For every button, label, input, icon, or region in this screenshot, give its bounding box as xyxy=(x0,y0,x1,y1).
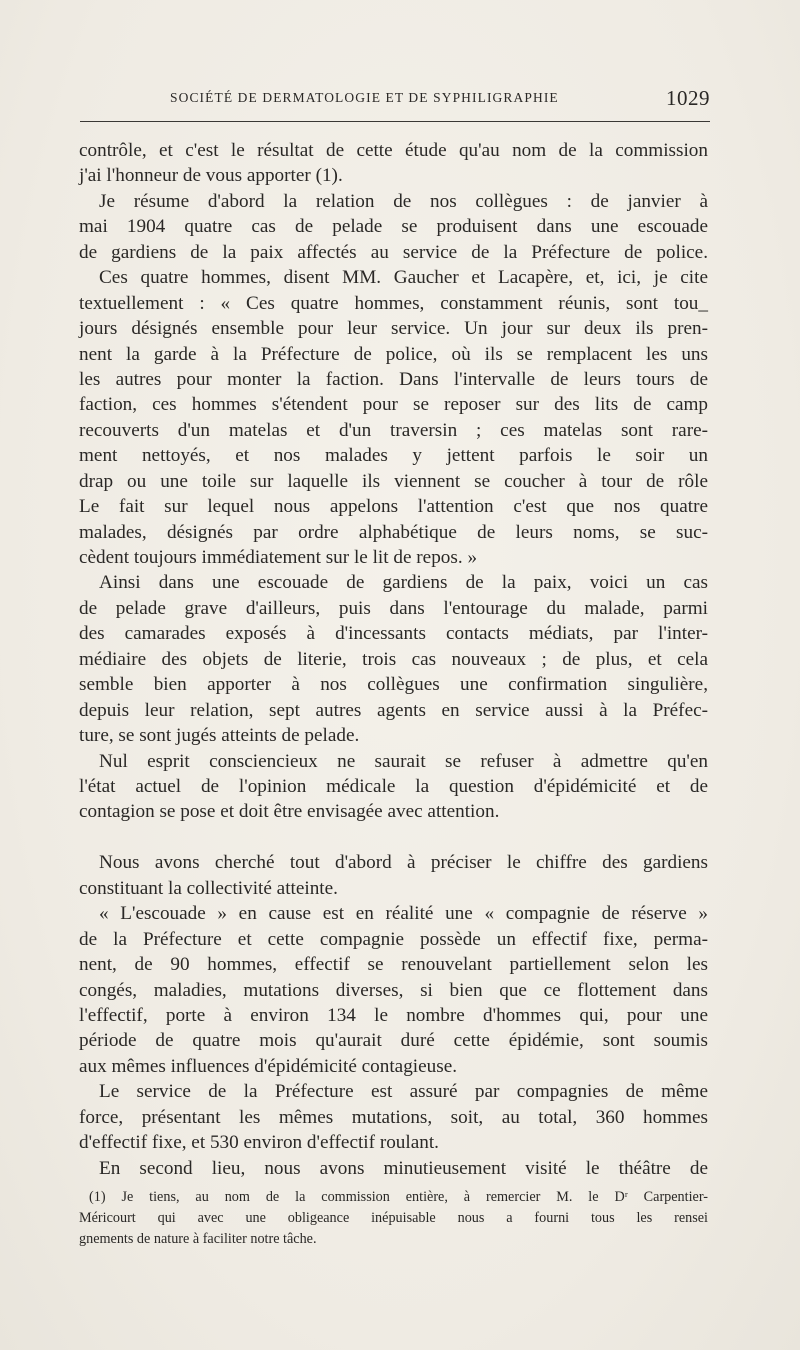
text-line: ture, se sont jugés atteints de pelade. xyxy=(79,725,360,747)
text-line: Ainsi dans une escouade de gardiens de la paix, voici un cas xyxy=(99,572,708,594)
text-line: d'effectif fixe, et 530 environ d'effectif roulant. xyxy=(79,1132,439,1154)
text-line: drap ou une toile sur laquelle ils viennent se coucher à tour de rôle xyxy=(79,470,708,492)
text-line: j'ai l'honneur de vous apporter (1). xyxy=(79,165,343,187)
text-line: de gardiens de la paix affectés au service de la Préfecture de police. xyxy=(79,241,708,263)
text-line: contagion se pose et doit être envisagée avec attention. xyxy=(79,801,500,823)
footnote-line: (1) Je tiens, au nom de la commission entière, à remercier M. le Dʳ Carpentier- xyxy=(89,1189,708,1205)
text-line: période de quatre mois qu'aurait duré cette épidémie, sont soumis xyxy=(79,1030,708,1052)
text-line: Nul esprit consciencieux ne saurait se refuser à admettre qu'en xyxy=(99,750,708,772)
text-line: nent la garde à la Préfecture de police, où ils se remplacent les uns xyxy=(79,343,708,365)
text-line: malades, désignés par ordre alphabétique de leurs noms, se suc- xyxy=(79,521,708,543)
footnote-line: gnements de nature à faciliter notre tâche. xyxy=(79,1231,317,1247)
text-line: cèdent toujours immédiatement sur le lit de repos. » xyxy=(79,547,478,568)
body-text xyxy=(79,138,708,1181)
text-line: médiaire des objets de literie, trois cas nouveaux ; de plus, et cela xyxy=(79,648,708,670)
text-line: semble bien apporter à nos collègues une confirmation singulière, xyxy=(79,674,708,696)
text-line: mai 1904 quatre cas de pelade se produisent dans une escouade xyxy=(79,216,708,238)
footnote-line: Méricourt qui avec une obligeance inépuisable nous a fourni tous les rensei xyxy=(79,1210,708,1226)
page-number: 1029 xyxy=(666,86,710,110)
text-line: Le fait sur lequel nous appelons l'attention c'est que nos quatre xyxy=(79,496,708,518)
text-line: En second lieu, nous avons minutieusement visité le théâtre de xyxy=(99,1157,708,1179)
text-line: Nous avons cherché tout d'abord à préciser le chiffre des gardiens xyxy=(99,852,708,874)
text-line: nent, de 90 hommes, effectif se renouvelant partiellement selon les xyxy=(79,954,708,976)
text-line: « L'escouade » en cause est en réalité une « compagnie de réserve » xyxy=(99,903,708,925)
text-line: jours désignés ensemble pour leur service. Un jour sur deux ils pren- xyxy=(79,318,708,340)
text-line: de la Préfecture et cette compagnie possède un effectif fixe, perma- xyxy=(79,928,708,950)
text-line: Ces quatre hommes, disent MM. Gaucher et Lacapère, et, ici, je cite xyxy=(99,267,708,289)
running-head: SOCIÉTÉ DE DERMATOLOGIE ET DE SYPHILIGRAPHIE xyxy=(170,90,559,105)
text-line: ment nettoyés, et nos malades y jettent parfois le soir un xyxy=(79,445,708,467)
text-line: force, présentant les mêmes mutations, soit, au total, 360 hommes xyxy=(79,1106,708,1128)
text-line: Le service de la Préfecture est assuré par compagnies de même xyxy=(99,1081,708,1103)
text-line: l'effectif, porte à environ 134 le nombre d'hommes qui, pour une xyxy=(79,1004,708,1026)
page-header xyxy=(170,86,710,110)
text-line: des camarades exposés à d'incessants contacts médiats, par l'inter- xyxy=(79,623,708,645)
text-line: Je résume d'abord la relation de nos collègues : de janvier à xyxy=(99,190,708,212)
footnote xyxy=(79,1187,708,1250)
text-line: de pelade grave d'ailleurs, puis dans l'entourage du malade, parmi xyxy=(79,597,708,619)
text-line: depuis leur relation, sept autres agents en service aussi à la Préfec- xyxy=(79,699,708,721)
text-line: constituant la collectivité atteinte. xyxy=(79,877,338,899)
header-rule xyxy=(80,121,710,122)
text-line: contrôle, et c'est le résultat de cette étude qu'au nom de la commission xyxy=(79,140,708,161)
text-line: congés, maladies, mutations diverses, si bien que ce flottement dans xyxy=(79,979,708,1001)
text-line: recouverts d'un matelas et d'un traversin ; ces matelas sont rare- xyxy=(79,419,708,441)
text-line: les autres pour monter la faction. Dans l'intervalle de leurs tours de xyxy=(79,368,708,390)
text-line: aux mêmes influences d'épidémicité contagieuse. xyxy=(79,1055,458,1077)
text-line: l'état actuel de l'opinion médicale la question d'épidémicité et de xyxy=(79,775,708,797)
text-line: faction, ces hommes s'étendent pour se reposer sur des lits de camp xyxy=(79,394,708,416)
paragraph-gap xyxy=(79,825,708,851)
text-line: textuellement : « Ces quatre hommes, constamment réunis, sont tou_ xyxy=(79,292,708,314)
